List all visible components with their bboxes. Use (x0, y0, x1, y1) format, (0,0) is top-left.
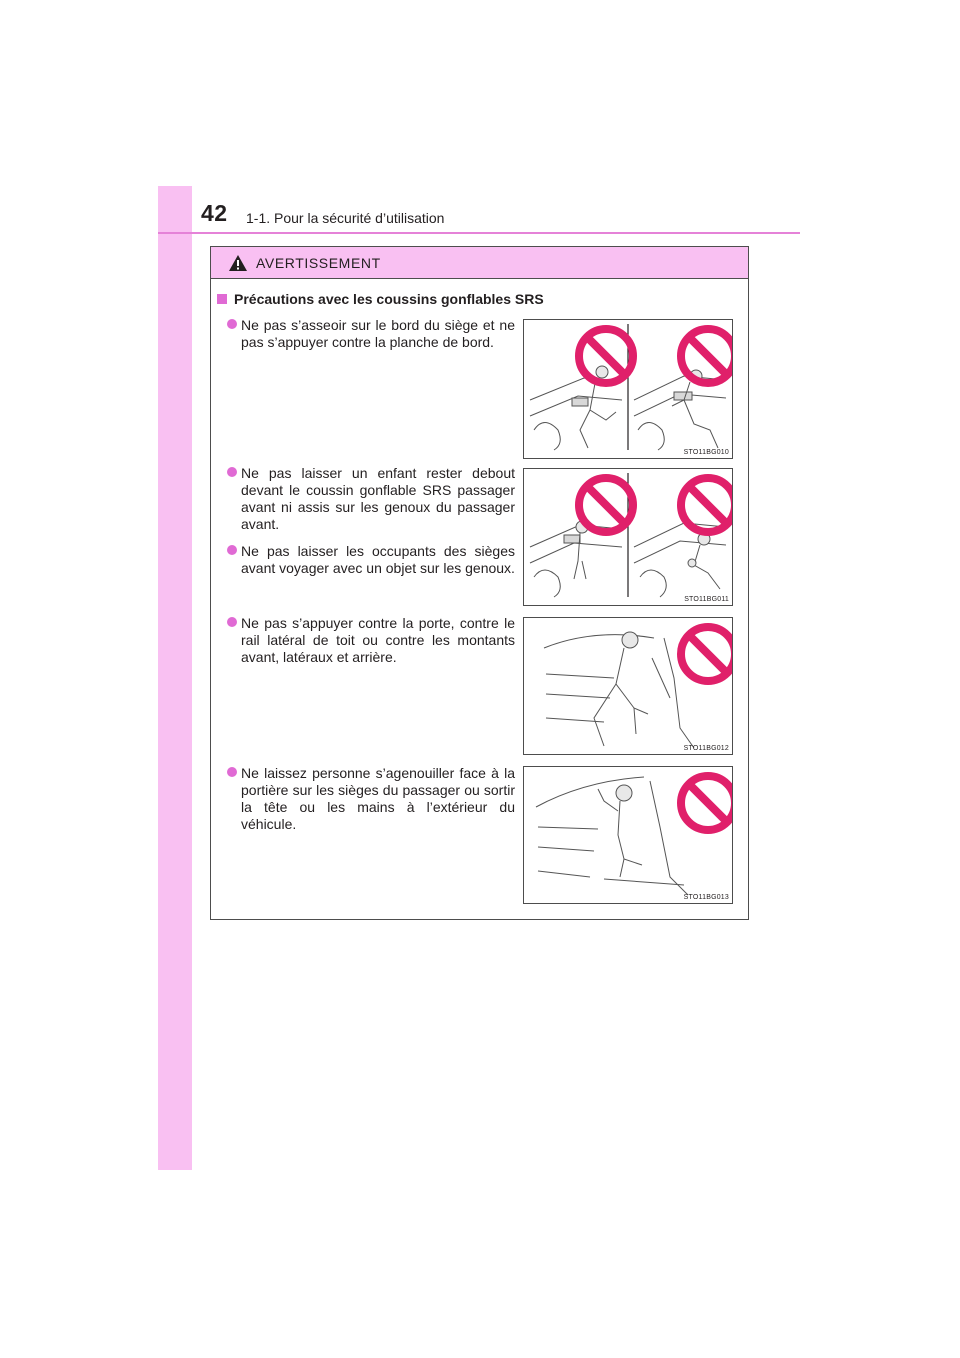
dashboard-lean-illustration (524, 320, 732, 458)
bullet-dot-icon (227, 767, 237, 777)
bullet-dot-icon (227, 545, 237, 555)
bullet-item: Ne laissez personne s’agenouiller face à la portière sur les sièges du passager ou sortir la tête ou les mains à l’extérieur du véhicule. (227, 765, 515, 833)
bullet-item: Ne pas laisser les occupants des sièges avant voyager avec un objet sur les genoux. (227, 543, 515, 577)
warning-title: AVERTISSEMENT (256, 255, 381, 271)
bullet-item: Ne pas laisser un enfant rester debout devant le coussin gonflable SRS passager avant ni assis sur les genoux du passager avant. (227, 465, 515, 533)
bullet-dot-icon (227, 467, 237, 477)
child-standing-illustration (524, 469, 732, 605)
page-number: 42 (201, 200, 228, 226)
figure-code: STO11BG012 (683, 745, 729, 752)
bullet-dot-icon (227, 319, 237, 329)
bullet-item: Ne pas s’appuyer contre la porte, contre le rail latéral de toit ou contre les montants avant, latéraux et arrière. (227, 615, 515, 666)
prohibition-sign-icon (681, 329, 732, 383)
section-title: 1-1. Pour la sécurité d’utilisation (246, 210, 445, 226)
prohibition-sign-icon (681, 776, 732, 830)
illustration-figure (523, 617, 733, 755)
figure-code: STO11BG010 (683, 449, 729, 456)
square-bullet-icon (217, 294, 227, 304)
illustration-figure (523, 468, 733, 606)
subsection-heading: Précautions avec les coussins gonflables SRS (217, 291, 544, 307)
side-color-strip (158, 186, 192, 1170)
illustration-figure (523, 766, 733, 904)
header-rule (158, 232, 800, 234)
warning-triangle-icon (228, 254, 248, 272)
prohibition-sign-icon (681, 627, 732, 681)
bullet-dot-icon (227, 617, 237, 627)
warning-header (211, 247, 748, 279)
illustration-figure (523, 319, 733, 459)
figure-code: STO11BG013 (683, 894, 729, 901)
prohibition-sign-icon (681, 478, 732, 532)
figure-code: STO11BG011 (684, 596, 729, 603)
prohibition-sign-icon (579, 478, 633, 532)
bullet-item: Ne pas s’asseoir sur le bord du siège et ne pas s’appuyer contre la planche de bord. (227, 317, 515, 351)
warning-box (210, 246, 749, 920)
door-lean-illustration (524, 618, 732, 754)
kneeling-passenger-illustration (524, 767, 732, 903)
